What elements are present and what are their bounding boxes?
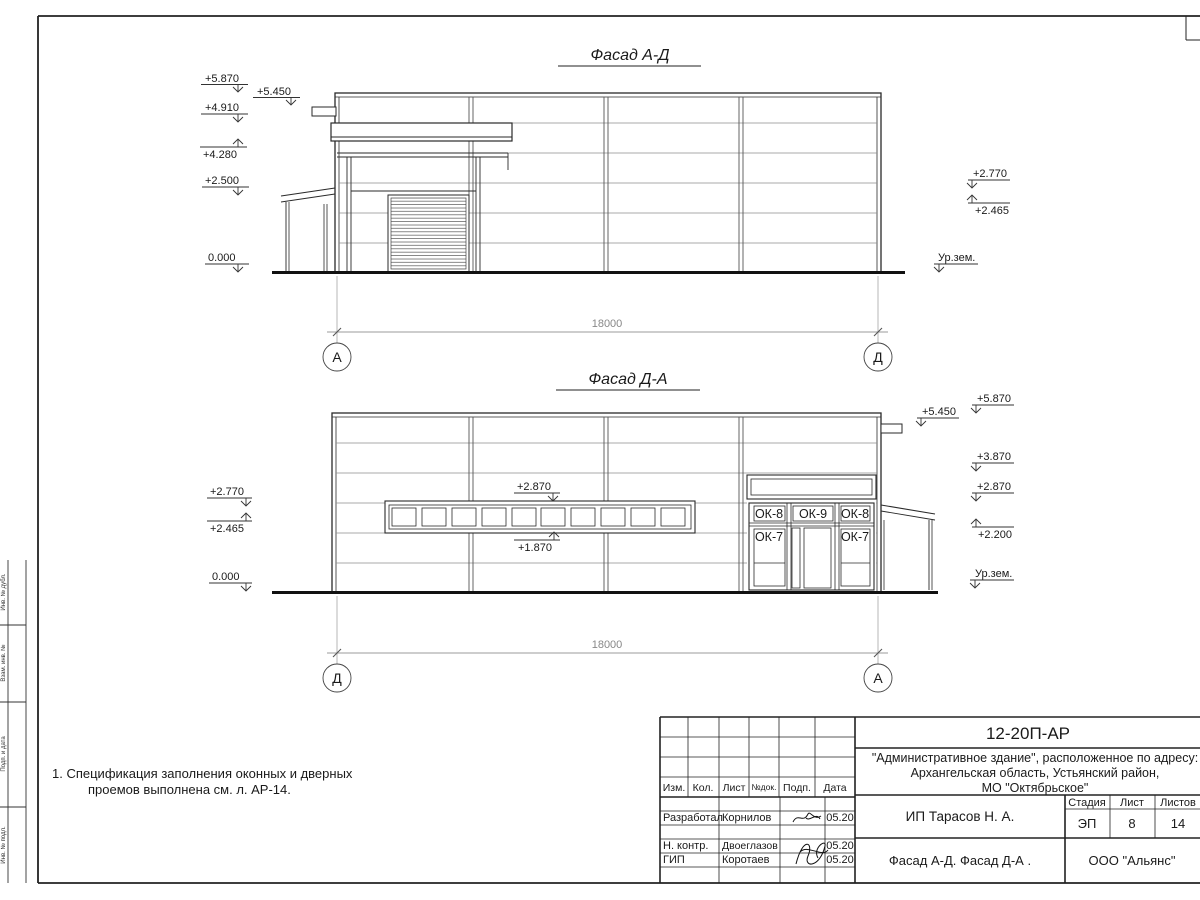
tb-date: 05.20 <box>826 812 854 824</box>
tb-sheets-label: Листов <box>1160 797 1196 809</box>
tb-col-data: Дата <box>823 782 847 794</box>
tb-doc-title: Фасад А-Д. Фасад Д-А . <box>888 853 1032 868</box>
tb-col-ndoc: №док. <box>751 782 777 792</box>
note-line-2: проемов выполнена см. л. АР-14. <box>88 782 291 797</box>
elev-mark: +1.870 <box>518 542 552 554</box>
elev-mark: +5.450 <box>922 406 956 418</box>
facade-da-title: Фасад Д-А <box>588 371 668 388</box>
tb-sheet-value: 8 <box>1128 816 1136 831</box>
right-annex <box>881 505 935 590</box>
left-stamp-labels <box>0 573 7 864</box>
canopy <box>331 123 512 141</box>
dim-label: 18000 <box>591 639 623 651</box>
vent-pipe <box>881 424 902 433</box>
tb-name-developer: Корнилов <box>722 812 772 824</box>
vent-pipe <box>312 107 336 116</box>
note-line-1: 1. Спецификация заполнения оконных и дверных <box>52 766 353 781</box>
ground-level-label: Ур.зем. <box>938 252 976 264</box>
tb-col-list: Лист <box>722 782 746 794</box>
facade-ad-title: Фасад А-Д <box>590 47 670 64</box>
elev-mark: +5.870 <box>205 73 239 85</box>
tb-sheet-label: Лист <box>1120 797 1144 809</box>
dimension-f2 <box>323 596 892 692</box>
title-block <box>660 717 1200 883</box>
elev-mark: +5.870 <box>977 393 1011 405</box>
axis-bubble-d: Д <box>873 349 883 365</box>
elev-mark: +2.500 <box>205 175 239 187</box>
elev-mark: +2.870 <box>977 481 1011 493</box>
elev-mark: +2.770 <box>210 486 244 498</box>
elev-mark: +2.770 <box>973 168 1007 180</box>
tb-org: ООО "Альянс" <box>1088 853 1176 868</box>
stamp-label: Инв. № дубл. <box>1 573 7 611</box>
elev-mark: +2.465 <box>210 523 244 535</box>
elev-mark: 0.000 <box>212 571 240 583</box>
elev-mark: +2.200 <box>978 529 1012 541</box>
facade-da-drawing <box>207 371 1014 692</box>
window-tag: ОК-8 <box>840 507 870 521</box>
ground-level-label: Ур.зем. <box>975 568 1013 580</box>
elev-mark: +4.280 <box>203 149 237 161</box>
elev-mark: +3.870 <box>977 451 1011 463</box>
tb-name-gip: Коротаев <box>722 854 770 866</box>
entrance-block <box>747 475 876 592</box>
facade-ad-drawing <box>200 47 1010 371</box>
axis-bubble-a: А <box>332 349 342 365</box>
tb-stage-value: ЭП <box>1077 816 1097 831</box>
window-tag: ОК-7 <box>840 530 870 544</box>
window-tag: ОК-7 <box>754 530 784 544</box>
tb-doc-number: 12-20П-АР <box>985 724 1071 743</box>
tb-date: 05.20 <box>826 854 854 866</box>
signatures <box>793 813 828 864</box>
tb-address-3: МО "Октябрьское" <box>981 781 1089 795</box>
window-ribbon <box>385 501 695 533</box>
elev-mark: +5.450 <box>257 86 291 98</box>
tb-address-2: Архангельская область, Устьянский район, <box>910 766 1160 780</box>
tb-address-1: "Административное здание", расположенное по адресу: <box>871 751 1199 765</box>
tb-date: 05.20 <box>826 840 854 852</box>
tb-col-kol: Кол. <box>692 782 714 794</box>
stamp-label: Взам. инв. № <box>1 644 7 682</box>
elev-mark: +4.910 <box>205 102 239 114</box>
note <box>52 766 353 797</box>
roller-door <box>388 195 469 272</box>
dim-label: 18000 <box>591 318 623 330</box>
tb-stage-label: Стадия <box>1068 797 1106 809</box>
tb-col-izm: Изм. <box>662 782 686 794</box>
tb-sheets-value: 14 <box>1170 816 1186 831</box>
stamp-label: Подп. и дата <box>1 736 7 772</box>
elevation-marks-f2-right <box>916 405 1014 588</box>
elev-mark: +2.870 <box>517 481 551 493</box>
dimension-f1 <box>323 276 892 371</box>
corner-cell <box>1186 16 1200 40</box>
tb-role-ncontr: Н. контр. <box>663 840 709 852</box>
tb-role-gip: ГИП <box>663 854 685 866</box>
tb-name-ncontr: Двоеглазов <box>722 840 778 852</box>
tb-client: ИП Тарасов Н. А. <box>905 809 1015 824</box>
window-tag: ОК-9 <box>798 507 828 521</box>
axis-bubble-d: Д <box>332 670 342 686</box>
elev-mark: +2.465 <box>975 205 1009 217</box>
left-annex <box>281 188 335 272</box>
tb-col-podp: Подп. <box>783 782 811 794</box>
elev-mark: 0.000 <box>208 252 236 264</box>
stamp-label: Инв. № подл. <box>1 826 7 864</box>
axis-bubble-a: А <box>873 670 883 686</box>
tb-role-developer: Разработал <box>663 812 723 824</box>
window-tag: ОК-8 <box>754 507 784 521</box>
